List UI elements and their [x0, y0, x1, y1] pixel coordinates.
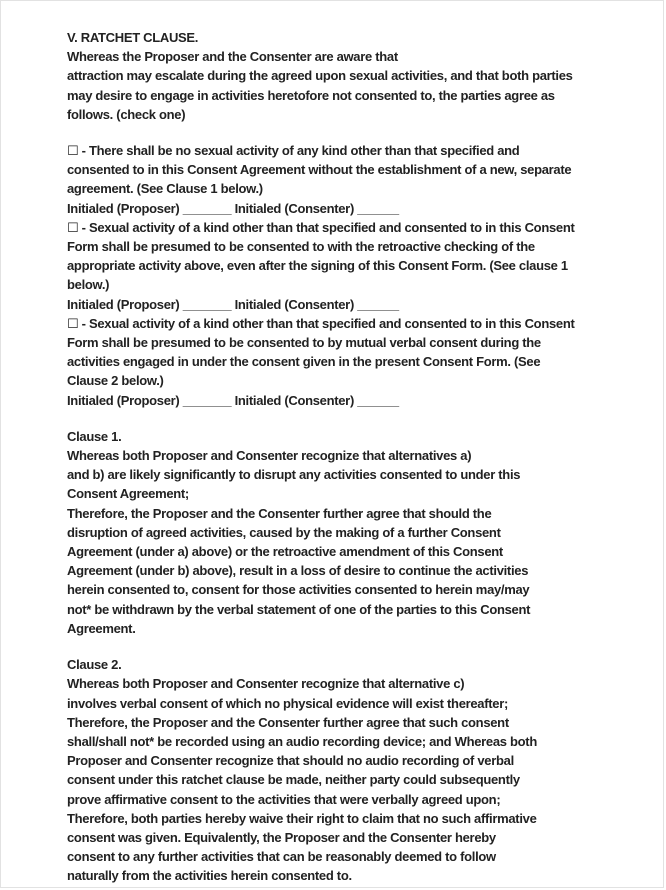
- text-line: ☐ - Sexual activity of a kind other than that specified and consented to in this Consent: [67, 219, 575, 235]
- text-line: appropriate activity above, even after the signing of this Consent Form. (See clause 1: [67, 258, 568, 274]
- section-clause-2: [67, 655, 612, 885]
- text-line: Therefore, the Proposer and the Consenter further agree that should the: [67, 505, 492, 521]
- section-clause-1: [67, 427, 612, 638]
- text-line: not* be withdrawn by the verbal statement of one of the parties to this Consent: [67, 601, 531, 617]
- text-line: ☐ - Sexual activity of a kind other than that specified and consented to in this Consent: [67, 315, 575, 331]
- text-line: attraction may escalate during the agreed upon sexual activities, and that both parties: [67, 68, 573, 84]
- text-line: involves verbal consent of which no physical evidence will exist thereafter;: [67, 695, 509, 711]
- text-line: Whereas both Proposer and Consenter recognize that alternatives a): [67, 448, 472, 464]
- consent-option-c: [67, 314, 612, 410]
- text-line: Consent Agreement;: [67, 486, 189, 502]
- text-line: prove affirmative consent to the activities that were verbally agreed upon;: [67, 791, 501, 807]
- text-line: may desire to engage in activities heretofore not consented to, the parties agree as: [67, 87, 555, 103]
- text-line: Form shall be presumed to be consented to by mutual verbal consent during the: [67, 335, 541, 351]
- text-line: Initialed (Proposer) _______ Initialed (Consenter) ______: [67, 392, 399, 408]
- text-line: disruption of agreed activities, caused by the making of a further Consent: [67, 524, 501, 540]
- text-line: consent to any further activities that can be reasonably deemed to follow: [67, 849, 496, 865]
- text-line: Clause 2.: [67, 657, 122, 673]
- consent-option-a: [67, 141, 612, 218]
- text-line: consent under this ratchet clause be made, neither party could subsequently: [67, 772, 520, 788]
- text-line: and b) are likely significantly to disrupt any activities consented to under this: [67, 467, 521, 483]
- text-line: Proposer and Consenter recognize that should no audio recording of verbal: [67, 753, 514, 769]
- section-ratchet-clause: [67, 28, 612, 124]
- text-line: shall/shall not* be recorded using an audio recording device; and Whereas both: [67, 733, 537, 749]
- text-line: Whereas both Proposer and Consenter recognize that alternative c): [67, 676, 465, 692]
- text-line: ☐ - There shall be no sexual activity of any kind other than that specified and: [67, 143, 520, 159]
- text-line: Agreement.: [67, 620, 136, 636]
- text-line: Whereas the Proposer and the Consenter are aware that: [67, 49, 398, 65]
- text-line: Agreement (under b) above), result in a loss of desire to continue the activities: [67, 563, 529, 579]
- text-line: Form shall be presumed to be consented to with the retroactive checking of the: [67, 239, 535, 255]
- text-line: consent was given. Equivalently, the Proposer and the Consenter hereby: [67, 829, 496, 845]
- text-line: agreement. (See Clause 1 below.): [67, 181, 263, 197]
- document-content: [67, 28, 612, 886]
- text-line: Clause 2 below.): [67, 373, 164, 389]
- text-line: herein consented to, consent for those activities consented to herein may/may: [67, 582, 530, 598]
- text-line: Therefore, the Proposer and the Consenter further agree that such consent: [67, 714, 509, 730]
- text-line: follows. (check one): [67, 106, 186, 122]
- consent-option-b: [67, 218, 612, 314]
- intro-paragraph: [67, 47, 612, 124]
- text-line: Initialed (Proposer) _______ Initialed (Consenter) ______: [67, 296, 399, 312]
- text-line: consented to in this Consent Agreement without the establishment of a new, separate: [67, 162, 572, 178]
- text-line: Clause 1.: [67, 428, 122, 444]
- text-line: Agreement (under a) above) or the retroactive amendment of this Consent: [67, 544, 503, 560]
- text-line: Therefore, both parties hereby waive their right to claim that no such affirmative: [67, 810, 537, 826]
- text-line: Initialed (Proposer) _______ Initialed (Consenter) ______: [67, 200, 399, 216]
- text-line: activities engaged in under the consent given in the present Consent Form. (See: [67, 354, 541, 370]
- text-line: below.): [67, 277, 110, 293]
- section-heading: V. RATCHET CLAUSE.: [67, 30, 199, 45]
- text-line: naturally from the activities herein consented to.: [67, 868, 352, 884]
